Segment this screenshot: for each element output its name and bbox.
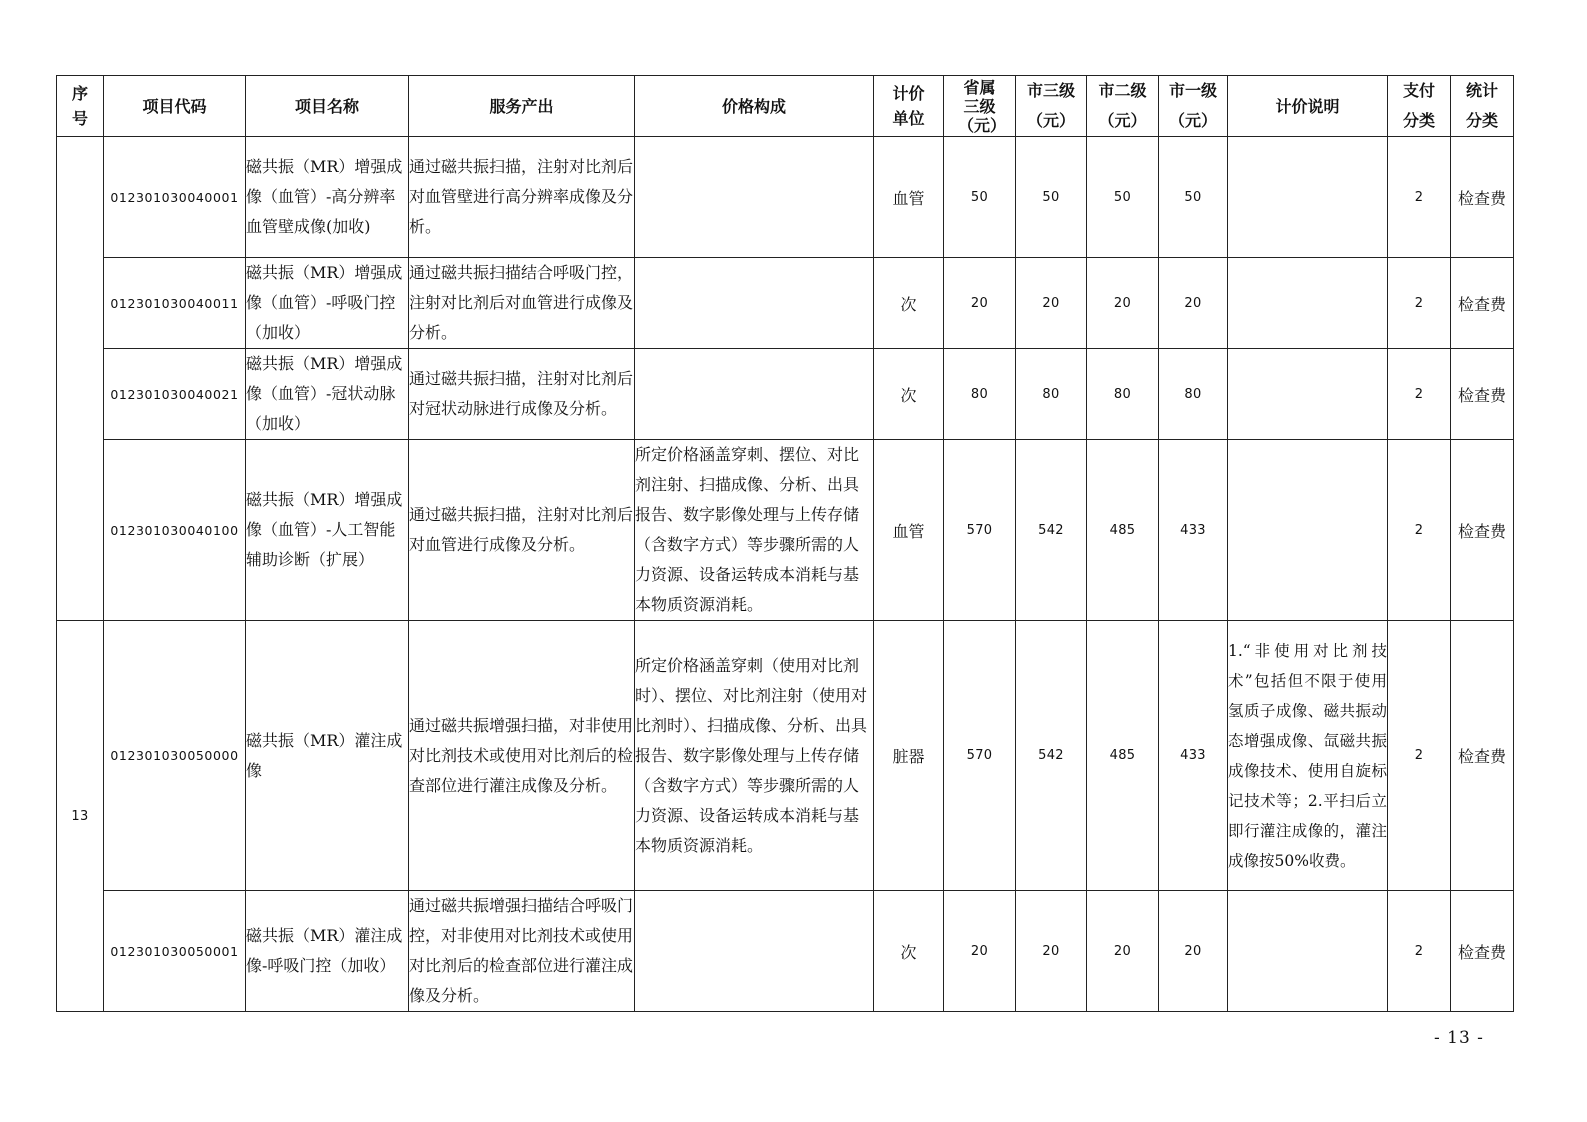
name-cell: 磁共振（MR）增强成像（血管）-高分辨率血管壁成像(加收) <box>246 137 409 258</box>
price-table <box>56 75 1514 1012</box>
price-city2-cell: 485 <box>1087 440 1159 621</box>
stat-cell: 检查费 <box>1451 258 1514 349</box>
price-provincial-cell: 80 <box>944 349 1016 440</box>
stat-cell: 检查费 <box>1451 891 1514 1012</box>
code-cell: 012301030040011 <box>104 258 246 349</box>
output-cell: 通过磁共振增强扫描，对非使用对比剂技术或使用对比剂后的检查部位进行灌注成像及分析。 <box>409 621 635 891</box>
price-city2-cell: 20 <box>1087 891 1159 1012</box>
header-stat: 统计分类 <box>1451 76 1514 137</box>
note-cell <box>1228 891 1388 1012</box>
table-row <box>57 258 1514 349</box>
price-city2-cell: 20 <box>1087 258 1159 349</box>
unit-cell: 脏器 <box>874 621 944 891</box>
note-cell <box>1228 137 1388 258</box>
price-city3-cell: 50 <box>1016 137 1087 258</box>
table-row <box>57 440 1514 621</box>
unit-cell: 血管 <box>874 440 944 621</box>
name-cell: 磁共振（MR）增强成像（血管）-人工智能辅助诊断（扩展） <box>246 440 409 621</box>
composition-cell: 所定价格涵盖穿刺（使用对比剂时）、摆位、对比剂注射（使用对比剂时）、扫描成像、分析、出具报告、数字影像处理与上传存储（含数字方式）等步骤所需的人力资源、设备运转成本消耗与基本物质资源消耗。 <box>635 621 874 891</box>
table-row <box>57 137 1514 258</box>
price-city1-cell: 433 <box>1159 440 1228 621</box>
note-cell: 1.“非使用对比剂技术”包括但不限于使用氢质子成像、磁共振动态增强成像、氙磁共振成像技术、使用自旋标记技术等；2.平扫后立即行灌注成像的，灌注成像按50%收费。 <box>1228 621 1388 891</box>
price-city1-cell: 80 <box>1159 349 1228 440</box>
price-provincial-cell: 20 <box>944 258 1016 349</box>
code-cell: 012301030050000 <box>104 621 246 891</box>
header-city2: 市二级（元） <box>1087 76 1159 137</box>
output-cell: 通过磁共振扫描结合呼吸门控，注射对比剂后对血管进行成像及分析。 <box>409 258 635 349</box>
header-code: 项目代码 <box>104 76 246 137</box>
pay-cell: 2 <box>1388 258 1451 349</box>
note-cell <box>1228 349 1388 440</box>
price-city3-cell: 542 <box>1016 621 1087 891</box>
header-unit: 计价单位 <box>874 76 944 137</box>
header-output: 服务产出 <box>409 76 635 137</box>
composition-cell <box>635 891 874 1012</box>
unit-cell: 次 <box>874 891 944 1012</box>
table-row <box>57 621 1514 891</box>
output-cell: 通过磁共振扫描，注射对比剂后对血管进行成像及分析。 <box>409 440 635 621</box>
price-city1-cell: 433 <box>1159 621 1228 891</box>
output-cell: 通过磁共振增强扫描结合呼吸门控，对非使用对比剂技术或使用对比剂后的检查部位进行灌注成像及分析。 <box>409 891 635 1012</box>
name-cell: 磁共振（MR）增强成像（血管）-冠状动脉（加收） <box>246 349 409 440</box>
table-row <box>57 349 1514 440</box>
output-cell: 通过磁共振扫描，注射对比剂后对冠状动脉进行成像及分析。 <box>409 349 635 440</box>
price-provincial-cell: 570 <box>944 621 1016 891</box>
pay-cell: 2 <box>1388 349 1451 440</box>
price-provincial-cell: 570 <box>944 440 1016 621</box>
pay-cell: 2 <box>1388 621 1451 891</box>
price-provincial-cell: 50 <box>944 137 1016 258</box>
output-cell: 通过磁共振扫描，注射对比剂后对血管壁进行高分辨率成像及分析。 <box>409 137 635 258</box>
header-city1: 市一级（元） <box>1159 76 1228 137</box>
seq-cell-empty <box>57 137 104 621</box>
table-header-row <box>57 76 1514 137</box>
header-seq: 序号 <box>57 76 104 137</box>
note-cell <box>1228 440 1388 621</box>
stat-cell: 检查费 <box>1451 440 1514 621</box>
price-city3-cell: 20 <box>1016 891 1087 1012</box>
seq-cell: 13 <box>57 621 104 1012</box>
price-city2-cell: 50 <box>1087 137 1159 258</box>
pay-cell: 2 <box>1388 137 1451 258</box>
code-cell: 012301030040100 <box>104 440 246 621</box>
price-city3-cell: 80 <box>1016 349 1087 440</box>
name-cell: 磁共振（MR）增强成像（血管）-呼吸门控（加收） <box>246 258 409 349</box>
header-name: 项目名称 <box>246 76 409 137</box>
code-cell: 012301030050001 <box>104 891 246 1012</box>
stat-cell: 检查费 <box>1451 349 1514 440</box>
header-composition: 价格构成 <box>635 76 874 137</box>
stat-cell: 检查费 <box>1451 137 1514 258</box>
composition-cell <box>635 349 874 440</box>
pay-cell: 2 <box>1388 440 1451 621</box>
price-city2-cell: 485 <box>1087 621 1159 891</box>
header-city3: 市三级（元） <box>1016 76 1087 137</box>
name-cell: 磁共振（MR）灌注成像-呼吸门控（加收） <box>246 891 409 1012</box>
price-city2-cell: 80 <box>1087 349 1159 440</box>
price-city1-cell: 20 <box>1159 258 1228 349</box>
unit-cell: 血管 <box>874 137 944 258</box>
composition-cell <box>635 258 874 349</box>
stat-cell: 检查费 <box>1451 621 1514 891</box>
unit-cell: 次 <box>874 258 944 349</box>
page-number: - 13 - <box>1434 1028 1484 1048</box>
price-city3-cell: 20 <box>1016 258 1087 349</box>
name-cell: 磁共振（MR）灌注成像 <box>246 621 409 891</box>
header-provincial: 省属三级（元） <box>944 76 1016 137</box>
note-cell <box>1228 258 1388 349</box>
unit-cell: 次 <box>874 349 944 440</box>
composition-cell <box>635 137 874 258</box>
header-note: 计价说明 <box>1228 76 1388 137</box>
pay-cell: 2 <box>1388 891 1451 1012</box>
header-pay: 支付分类 <box>1388 76 1451 137</box>
price-city1-cell: 50 <box>1159 137 1228 258</box>
code-cell: 012301030040001 <box>104 137 246 258</box>
price-provincial-cell: 20 <box>944 891 1016 1012</box>
table-row <box>57 891 1514 1012</box>
code-cell: 012301030040021 <box>104 349 246 440</box>
price-city3-cell: 542 <box>1016 440 1087 621</box>
price-city1-cell: 20 <box>1159 891 1228 1012</box>
composition-cell: 所定价格涵盖穿刺、摆位、对比剂注射、扫描成像、分析、出具报告、数字影像处理与上传存储（含数字方式）等步骤所需的人力资源、设备运转成本消耗与基本物质资源消耗。 <box>635 440 874 621</box>
